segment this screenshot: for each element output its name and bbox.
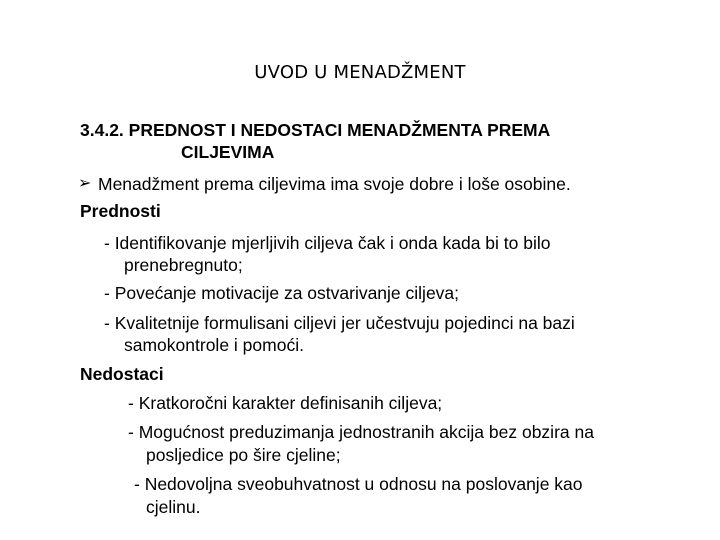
slide-title: UVOD U MENADŽMENT xyxy=(254,62,466,83)
disadvantage-item-continued: cjelinu. xyxy=(146,497,201,517)
section-heading-line2: CILJEVIMA xyxy=(181,142,275,162)
disadvantage-item: - Kratkoročni karakter definisanih ciljeva; xyxy=(128,393,443,413)
disadvantage-item-continued: posljedice po šire cjeline; xyxy=(146,445,341,465)
advantage-item-continued: prenebregnuto; xyxy=(124,255,243,275)
advantage-item: - Kvalitetnije formulisani ciljevi jer učestvuju pojedinci na bazi xyxy=(104,313,575,333)
advantage-item: - Identifikovanje mjerljivih ciljeva čak i onda kada bi to bilo xyxy=(104,233,551,253)
section-heading-line1: 3.4.2. PREDNOST I NEDOSTACI MENADŽMENTA PREMA xyxy=(80,120,551,140)
advantage-item: - Povećanje motivacije za ostvarivanje ciljeva; xyxy=(104,283,460,303)
disadvantage-item: - Nedovoljna sveobuhvatnost u odnosu na poslovanje kao xyxy=(134,474,583,494)
disadvantages-heading: Nedostaci xyxy=(80,364,164,384)
arrow-bullet-icon: ➢ xyxy=(78,175,92,192)
advantages-heading: Prednosti xyxy=(80,201,161,221)
disadvantage-item: - Mogućnost preduzimanja jednostranih akcija bez obzira na xyxy=(128,422,594,442)
intro-text: Menadžment prema ciljevima ima svoje dobre i loše osobine. xyxy=(98,174,571,194)
advantage-item-continued: samokontrole i pomoći. xyxy=(124,335,304,355)
